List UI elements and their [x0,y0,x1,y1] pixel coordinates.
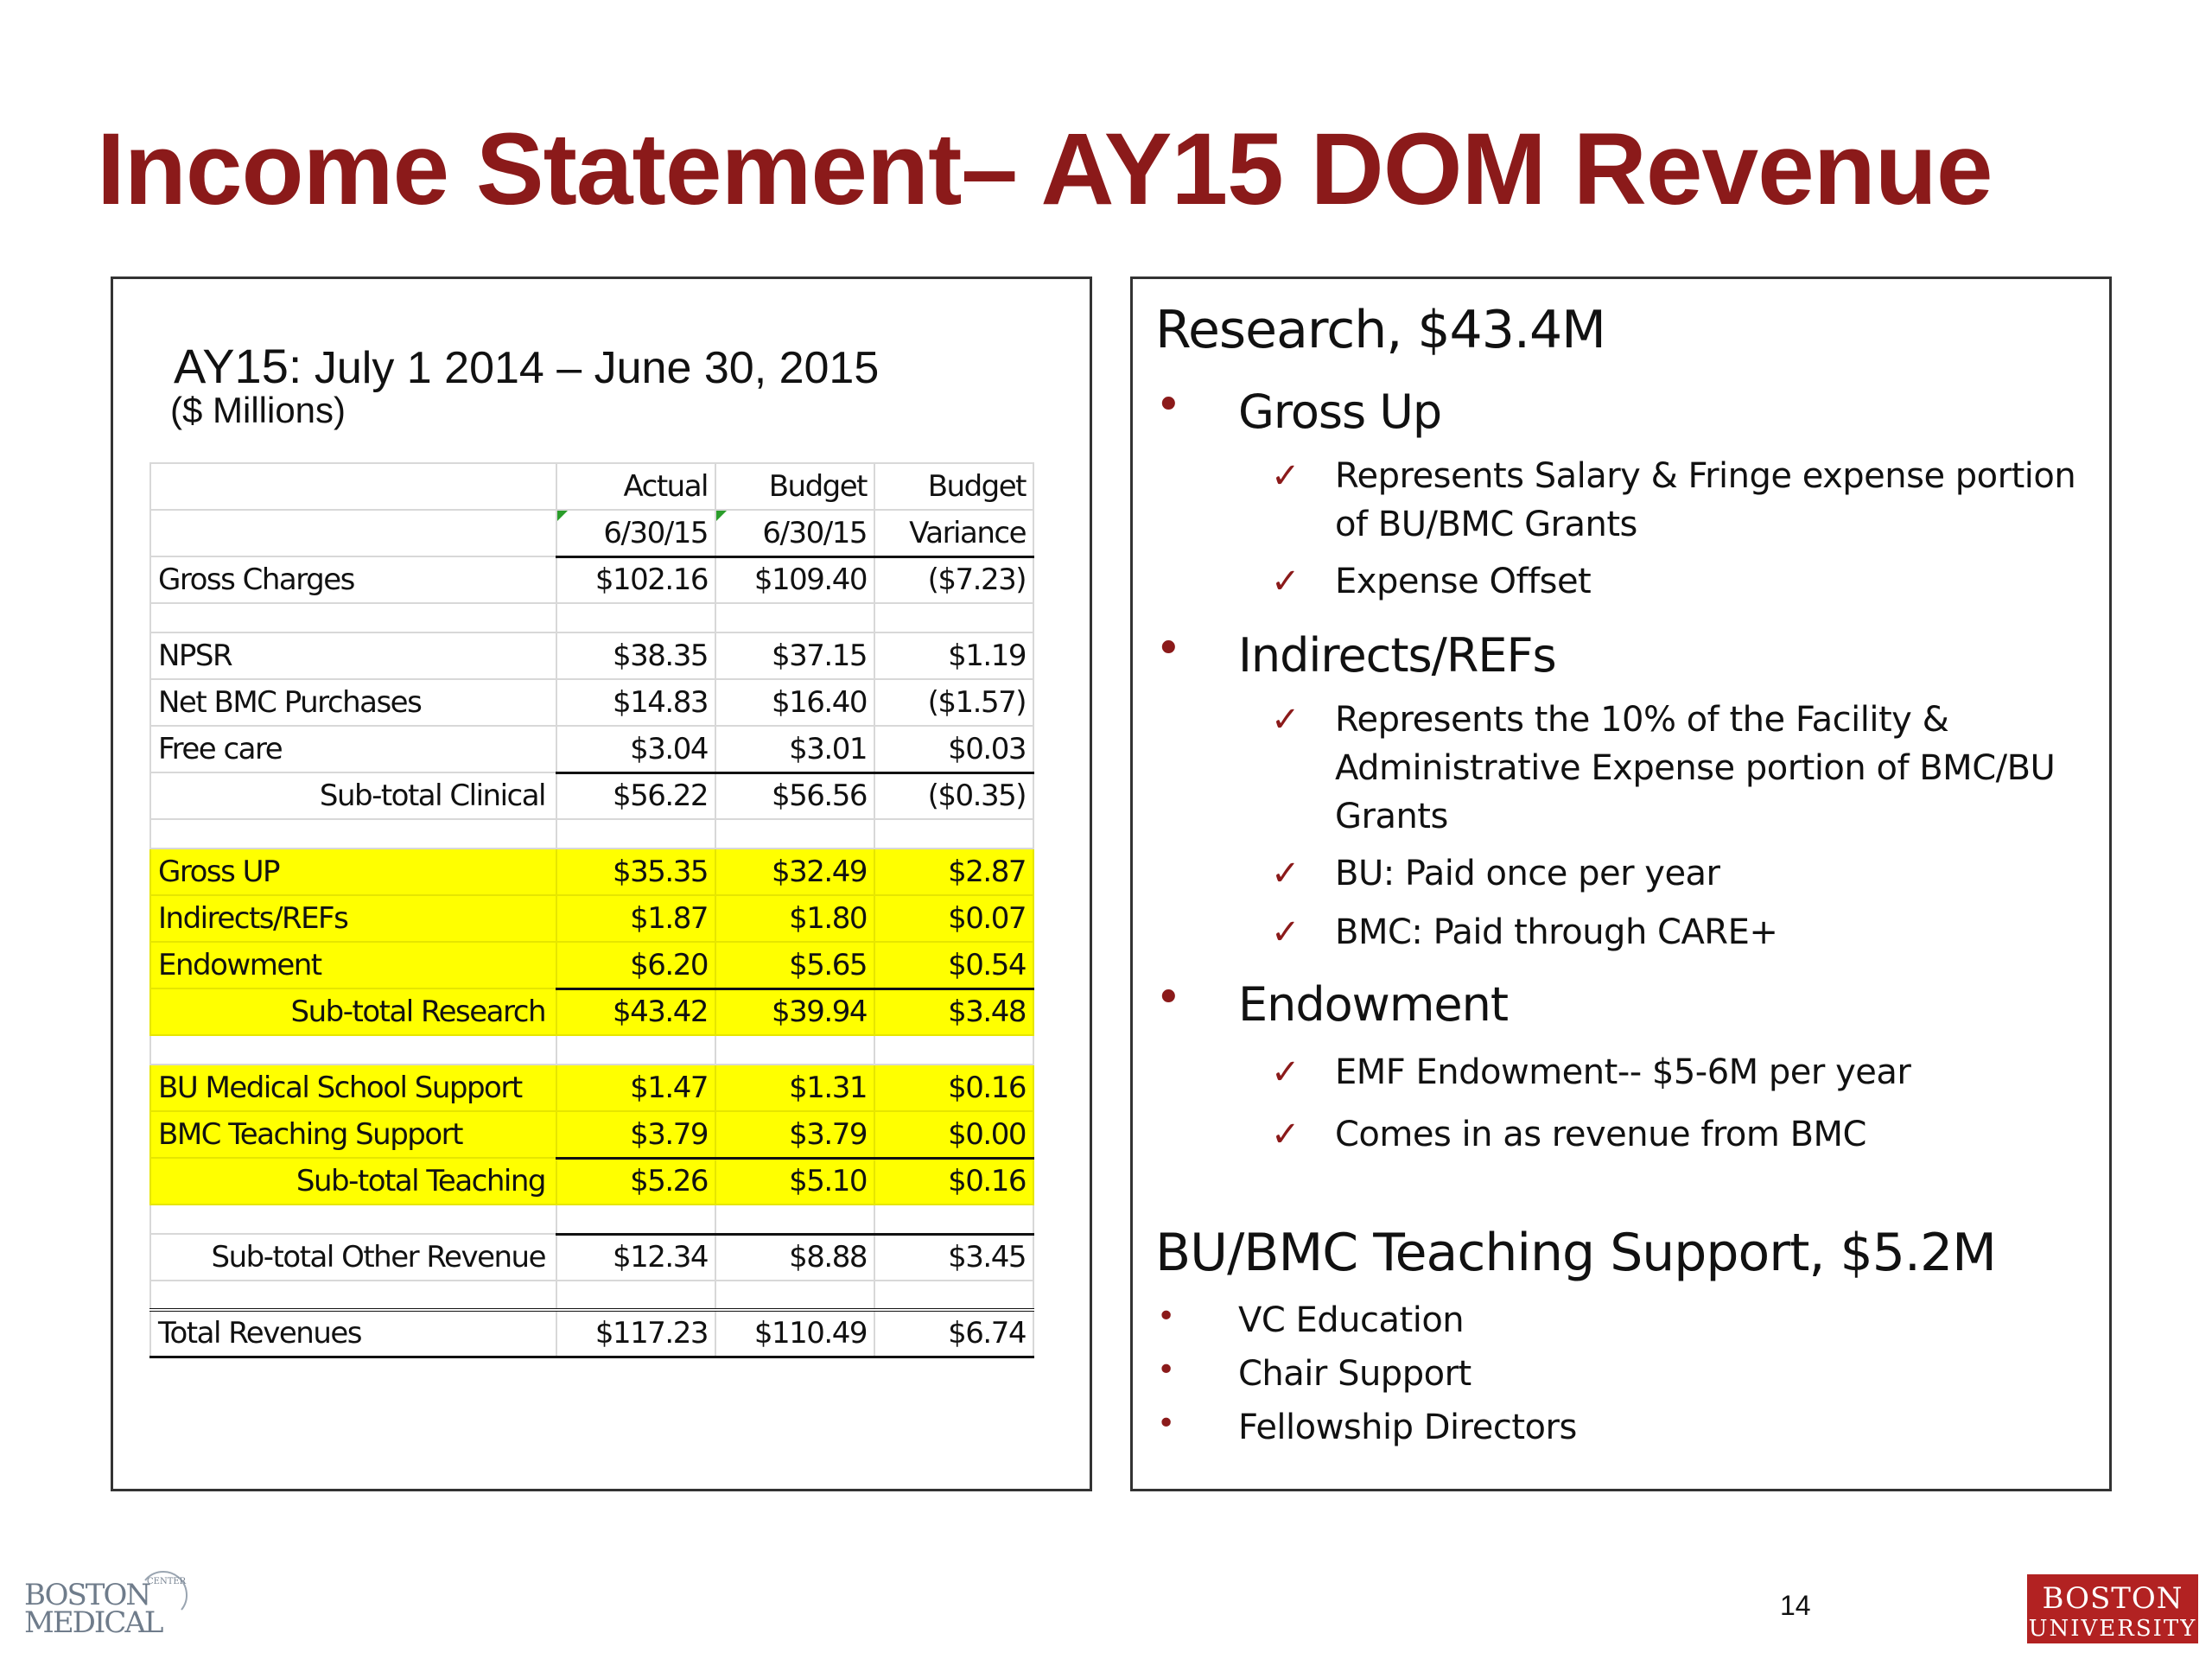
row-label: Sub-total Other Revenue [150,1234,556,1281]
row-value: $3.48 [874,988,1033,1035]
bu-line2: UNIVERSITY [2028,1616,2197,1642]
bullet-indirects [1155,623,1556,683]
row-value: $56.22 [556,772,715,819]
row-value: $109.40 [715,556,874,603]
row-label: BMC Teaching Support [150,1111,556,1158]
table-header-row-2 [150,510,1033,556]
table-row [150,1111,1033,1158]
row-value: $37.15 [715,632,874,679]
period-ay: AY15: [174,339,302,393]
row-value: $16.40 [715,679,874,726]
bu-line1: BOSTON [2042,1581,2183,1616]
row-label: Gross Charges [150,556,556,603]
teaching-item-text: Fellowship Directors [1238,1408,1577,1447]
row-value: $5.65 [715,942,874,988]
check-item [1271,1110,2095,1159]
bullet-icon: • [1155,972,1181,1024]
row-label: Total Revenues [150,1310,556,1357]
check-item-text: EMF Endowment-- $5-6M per year [1335,1052,1911,1092]
bullet-icon: • [1157,1406,1175,1441]
subtotal-row [150,988,1033,1035]
subtotal-row [150,1234,1033,1281]
bmc-arc-text: CENTER [147,1577,187,1586]
table-row [150,679,1033,726]
row-value: $3.79 [556,1111,715,1158]
row-value: $0.07 [874,895,1033,942]
row-value: $110.49 [715,1310,874,1357]
boston-medical-center-logo [24,1568,214,1637]
row-value: $39.94 [715,988,874,1035]
row-value: $8.88 [715,1234,874,1281]
row-label: Sub-total Research [150,988,556,1035]
row-value: $1.87 [556,895,715,942]
column-header: 6/30/15 [556,510,715,556]
row-value: ($7.23) [874,556,1033,603]
teaching-item-text: Chair Support [1238,1354,1471,1394]
teaching-item [1157,1299,1465,1340]
row-label: Free care [150,726,556,772]
teaching-item [1157,1352,1471,1394]
row-value: $2.87 [874,849,1033,895]
row-value: $117.23 [556,1310,715,1357]
row-value: $3.01 [715,726,874,772]
checkmark-icon: ✓ [1271,1115,1300,1154]
row-value: $5.10 [715,1158,874,1205]
table-spacer-row [150,1281,1033,1310]
check-item [1271,1048,2095,1096]
column-header: Budget [715,463,874,510]
row-label: BU Medical School Support [150,1065,556,1111]
row-value: $35.35 [556,849,715,895]
row-value: $6.20 [556,942,715,988]
subtotal-row [150,772,1033,819]
notes-panel [1130,276,2112,1491]
row-label: Sub-total Teaching [150,1158,556,1205]
row-value: $32.49 [715,849,874,895]
check-item-text: Represents the 10% of the Facility & Administrative Expense portion of BMC/BU Grants [1335,700,2056,836]
check-item [1271,696,2078,841]
table-spacer-row [150,1035,1033,1065]
column-header: Actual [556,463,715,510]
bullet-heading: Indirects/REFs [1238,628,1556,683]
row-value: $1.31 [715,1065,874,1111]
row-value: $3.04 [556,726,715,772]
row-value: $102.16 [556,556,715,603]
checkmark-icon: ✓ [1271,912,1300,952]
row-value: $0.00 [874,1111,1033,1158]
subtotal-row [150,1158,1033,1205]
checkmark-icon: ✓ [1271,1052,1300,1092]
row-value: $3.45 [874,1234,1033,1281]
table-row [150,726,1033,772]
checkmark-icon: ✓ [1271,854,1300,893]
row-value: $0.54 [874,942,1033,988]
bullet-icon: • [1155,623,1181,675]
row-value: ($1.57) [874,679,1033,726]
table-spacer-row [150,603,1033,632]
row-value: $38.35 [556,632,715,679]
bmc-line1: BOSTON [24,1578,150,1612]
check-item-text: Expense Offset [1335,562,1592,601]
check-item-text: Comes in as revenue from BMC [1335,1115,1866,1154]
row-label: Gross UP [150,849,556,895]
boston-university-logo [2027,1574,2198,1643]
row-label: Indirects/REFs [150,895,556,942]
row-label: Net BMC Purchases [150,679,556,726]
row-label: Sub-total Clinical [150,772,556,819]
bullet-icon: • [1157,1352,1175,1388]
column-header: Variance [874,510,1033,556]
table-header-row-1 [150,463,1033,510]
row-value: $0.16 [874,1065,1033,1111]
table-row [150,632,1033,679]
check-item-text: Represents Salary & Fringe expense portion of BU/BMC Grants [1335,456,2076,544]
teaching-item [1157,1406,1577,1447]
check-item [1271,849,2095,898]
column-header: Budget [874,463,1033,510]
row-value: $5.26 [556,1158,715,1205]
row-value: $1.19 [874,632,1033,679]
row-value: $0.16 [874,1158,1033,1205]
row-value: ($0.35) [874,772,1033,819]
column-header: 6/30/15 [715,510,874,556]
row-value: $14.83 [556,679,715,726]
income-table-panel [111,276,1092,1491]
check-item-text: BMC: Paid through CARE+ [1335,912,1778,952]
bullet-heading: Gross Up [1238,385,1442,439]
table-spacer-row [150,1205,1033,1234]
check-item [1271,557,2095,606]
table-spacer-row [150,819,1033,849]
units-label: ($ Millions) [170,390,346,430]
row-value: $0.03 [874,726,1033,772]
bullet-gross-up [1155,379,1442,439]
table-row [150,942,1033,988]
row-value: $3.79 [715,1111,874,1158]
period-label [174,338,879,394]
table-row [150,1065,1033,1111]
period-dates: July 1 2014 – June 30, 2015 [314,343,880,393]
table-row [150,556,1033,603]
row-label: Endowment [150,942,556,988]
row-label: NPSR [150,632,556,679]
row-value: $56.56 [715,772,874,819]
bmc-line2: MEDICAL [24,1605,162,1637]
table-cell [150,510,556,556]
income-table [149,462,1034,1358]
checkmark-icon: ✓ [1271,562,1300,601]
check-item [1271,452,2095,549]
table-row [150,895,1033,942]
bullet-endowment [1155,972,1509,1032]
teaching-item-text: VC Education [1238,1300,1465,1340]
bullet-heading: Endowment [1238,977,1509,1032]
page-number: 14 [1780,1590,1811,1621]
row-value: $1.80 [715,895,874,942]
row-value: $1.47 [556,1065,715,1111]
row-value: $12.34 [556,1234,715,1281]
checkmark-icon: ✓ [1271,456,1300,496]
research-heading: Research, $43.4M [1155,300,1605,360]
bullet-icon: • [1155,379,1181,431]
table-row [150,849,1033,895]
total-row [150,1310,1033,1357]
row-value: $43.42 [556,988,715,1035]
check-item [1271,908,2095,957]
teaching-heading: BU/BMC Teaching Support, $5.2M [1155,1223,1996,1283]
bullet-icon: • [1157,1299,1175,1334]
row-value: $6.74 [874,1310,1033,1357]
check-item-text: BU: Paid once per year [1335,854,1720,893]
slide-title: Income Statement– AY15 DOM Revenue [97,112,1993,226]
checkmark-icon: ✓ [1271,700,1300,740]
table-cell [150,463,556,510]
